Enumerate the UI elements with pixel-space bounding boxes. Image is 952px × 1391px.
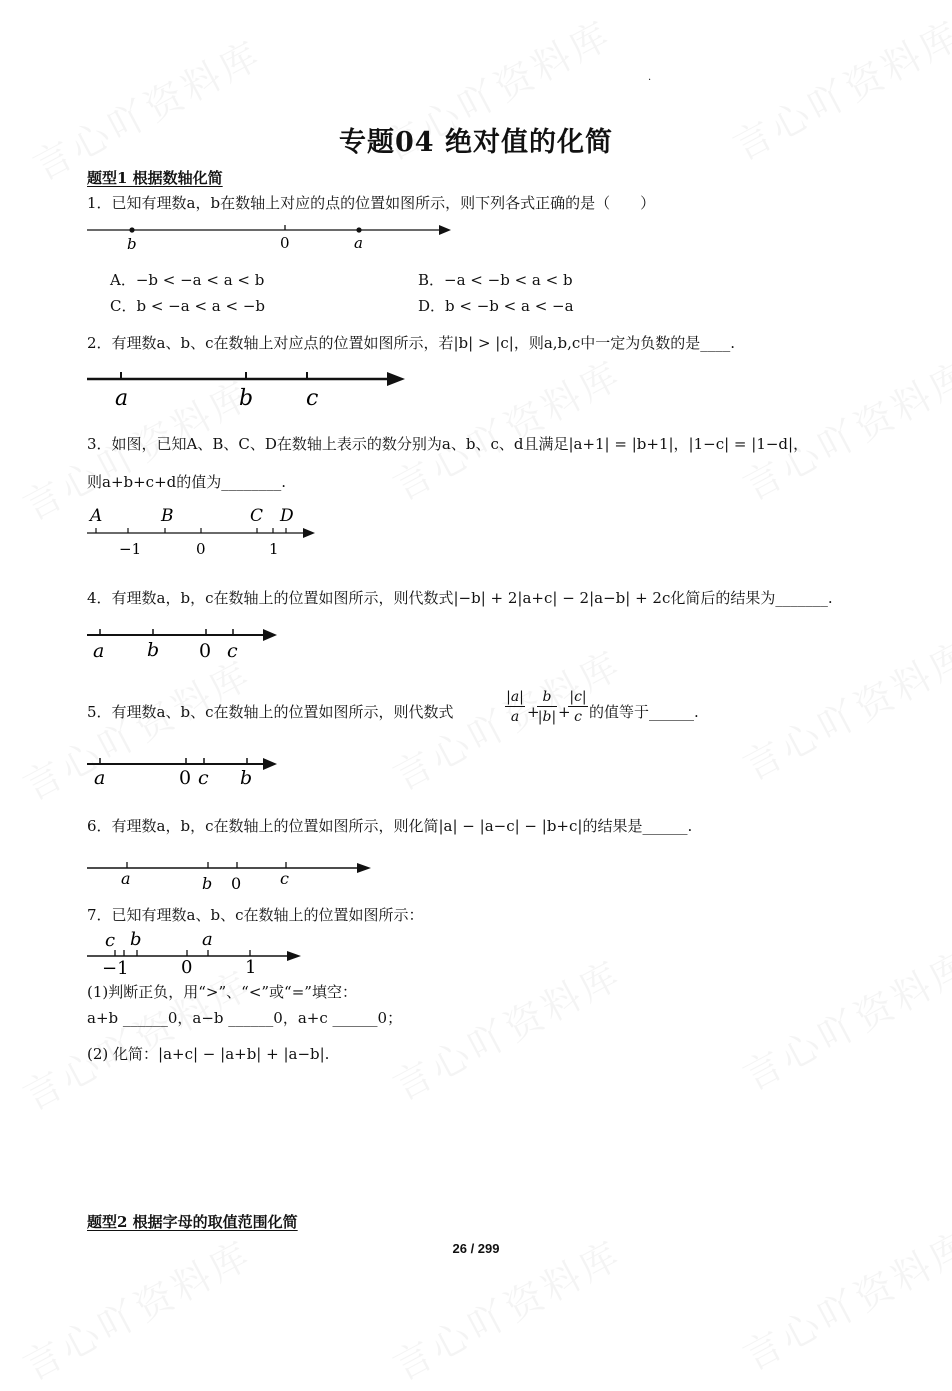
axis-label-c: c — [227, 640, 238, 662]
question-4-number-line — [85, 624, 285, 664]
question-2-text: 2．有理数a、b、c在数轴上对应点的位置如图所示，若|b| > |c|，则a,b,c中一定为负数的是____. — [87, 334, 736, 352]
option-a: A．−b < −a < a < b — [110, 271, 265, 289]
point-label-b: B — [161, 506, 174, 526]
question-7-part2: (2) 化简：|a+c| − |a+b| + |a−b|. — [87, 1045, 330, 1063]
watermark — [732, 344, 952, 511]
question-7-part1: (1)判断正负，用“>”、“<”或“=”填空： — [87, 983, 357, 1001]
question-1-number-line — [85, 220, 455, 256]
page-title: 专题04 绝对值的化简 — [339, 127, 613, 158]
question-2-number-line — [85, 364, 415, 414]
watermark — [382, 344, 630, 511]
question-1-text: 1．已知有理数a，b在数轴上对应的点的位置如图所示，则下列各式正确的是（ ） — [87, 194, 656, 212]
section-heading-2: 题型2 根据字母的取值范围化简 — [87, 1213, 298, 1231]
watermark — [732, 624, 952, 791]
header-dot: . — [648, 72, 652, 83]
watermark — [732, 1214, 952, 1381]
fraction-1-denominator: a — [510, 709, 520, 725]
question-7-text: 7．已知有理数a、b、c在数轴上的位置如图所示： — [87, 906, 424, 924]
axis-label-zero: 0 — [231, 874, 242, 893]
question-3-text-line1: 3．如图，已知A、B、C、D在数轴上表示的数分别为a、b、c、d且满足|a+1| = |b+1|，|1−c| = |1−d|， — [87, 435, 809, 453]
question-7-number-line — [85, 928, 310, 978]
tick-label-neg1: −1 — [119, 540, 142, 558]
axis-label-a: a — [93, 640, 105, 662]
question-3-text-line2: 则a+b+c+d的值为________. — [87, 473, 287, 491]
axis-label-a: a — [115, 386, 129, 411]
question-6-number-line — [85, 858, 380, 894]
point-label-d: D — [280, 506, 294, 526]
option-c: C．b < −a < a < −b — [110, 297, 266, 315]
fraction-3-denominator: c — [574, 709, 582, 725]
question-5-text-pre: 5．有理数a、b、c在数轴上的位置如图所示，则代数式 — [87, 703, 454, 721]
axis-label-a: a — [354, 234, 363, 252]
plus-sign: + — [558, 703, 571, 721]
plus-sign: + — [527, 703, 540, 721]
axis-label-b: b — [147, 639, 160, 661]
question-5-text-post: 的值等于______. — [589, 703, 699, 721]
axis-label-a: a — [121, 869, 131, 888]
axis-label-zero: 0 — [179, 767, 192, 789]
axis-label-zero: 0 — [199, 640, 212, 662]
axis-label-c: c — [280, 869, 289, 888]
tick-label-one: 1 — [269, 540, 279, 558]
tick-label-neg1: −1 — [102, 958, 129, 978]
fraction-2-numerator: b — [537, 688, 557, 707]
axis-label-b: b — [127, 235, 137, 253]
tick-label-zero: 0 — [196, 540, 206, 558]
axis-label-c: c — [198, 767, 209, 789]
question-6-text: 6．有理数a，b，c在数轴上的位置如图所示，则化简|a| − |a−c| − |b+c|的结果是______. — [87, 817, 693, 835]
question-5-number-line — [85, 754, 285, 790]
watermark — [732, 934, 952, 1101]
point-label-a: A — [90, 506, 103, 526]
tick-label-one: 1 — [245, 957, 257, 978]
axis-label-b: b — [202, 874, 213, 893]
fraction-1-numerator: |a| — [506, 689, 524, 705]
option-d: D．b < −b < a < −a — [418, 297, 574, 315]
question-7-part1-fill: a+b ______0，a−b ______0，a+c ______0； — [87, 1009, 403, 1027]
axis-label-a: a — [94, 767, 106, 789]
option-b: B．−a < −b < a < b — [418, 271, 573, 289]
tick-label-zero: 0 — [181, 957, 193, 978]
fraction-1 — [505, 688, 525, 727]
axis-label-b: b — [239, 386, 254, 411]
point-label-c: C — [250, 506, 264, 526]
fraction-2 — [537, 688, 557, 727]
fraction-3 — [568, 688, 588, 727]
section-heading-1: 题型1 根据数轴化简 — [87, 169, 223, 187]
fraction-2-denominator: |b| — [537, 709, 557, 725]
axis-label-b: b — [240, 767, 253, 789]
watermark — [22, 24, 270, 191]
question-4-text: 4．有理数a，b，c在数轴上的位置如图所示，则代数式|−b| + 2|a+c| − 2|a−b| + 2c化简后的结果为_______. — [87, 589, 833, 607]
fraction-3-numerator: |c| — [569, 689, 587, 705]
axis-label-zero: 0 — [280, 234, 290, 252]
question-3-number-line — [85, 502, 325, 562]
page-number: 26 / 299 — [452, 1241, 500, 1256]
watermark — [12, 954, 260, 1121]
point-label-a: a — [202, 929, 213, 950]
axis-label-c: c — [306, 386, 319, 411]
point-label-b: b — [130, 929, 142, 950]
watermark — [382, 944, 630, 1111]
point-label-c: c — [105, 930, 116, 951]
